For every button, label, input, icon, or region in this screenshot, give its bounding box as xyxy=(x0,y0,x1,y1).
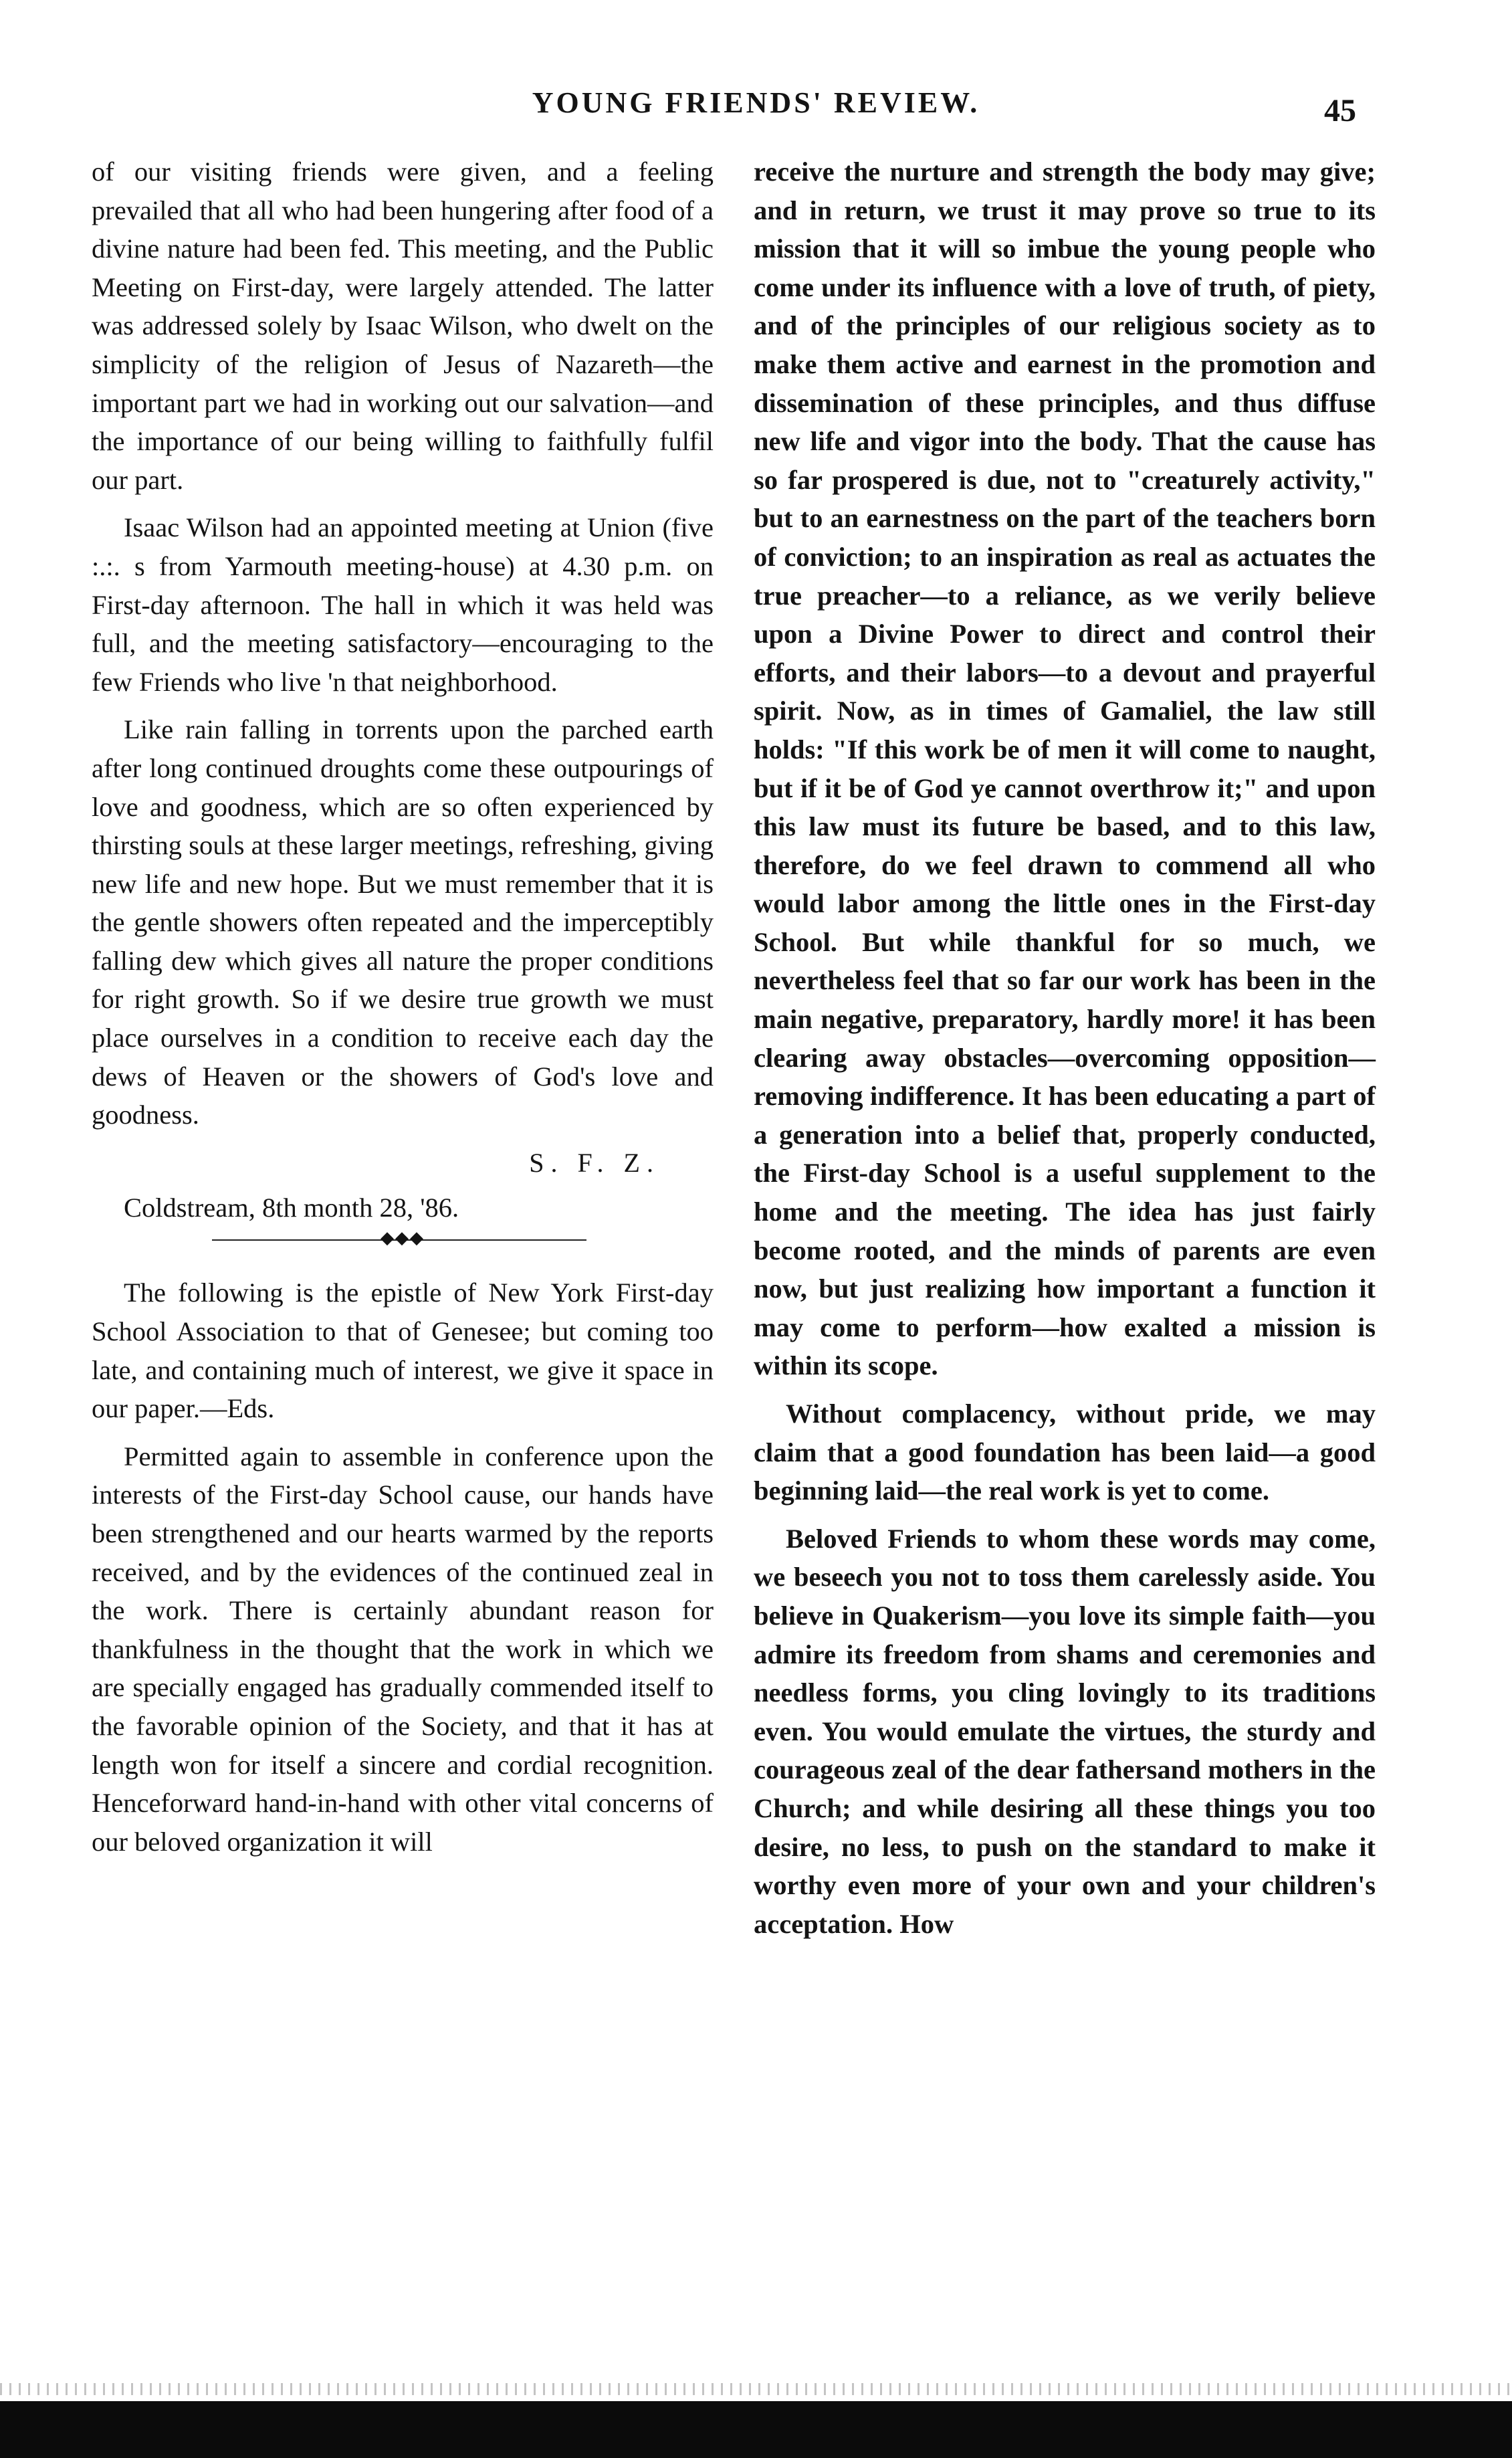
paragraph: of our visiting friends were given, and a feeling prevailed that all who had been hungering after food of a divine nature had been fed. This meeting, and the Public Meeting on First-day, were largely attended. The latter was addressed solely by Isaac Wilson, who dwelt on the simplicity of the religion of Jesus of Nazareth—the important part we had in working out our salvation—and the importance of our being willing to faithfully fulfil our part. xyxy=(92,157,714,495)
paragraph: Beloved Friends to whom these words may come, we beseech you not to toss them carelessly aside. You believe in Quakerism—you love its simple faith—you admire its freedom from shams and ceremonies and needless forms, you cling lovingly to its traditions even. You would emulate the virtues, the sturdy and courageous zeal of the dear fathersand mothers in the Church; and while desiring all these things you too desire, no less, to push on the standard to make it worthy even more of your own and your children's acceptation. How xyxy=(754,1523,1376,1939)
right-column xyxy=(754,152,1376,1952)
running-title: YOUNG FRIENDS' REVIEW. xyxy=(532,86,980,119)
page-number: 45 xyxy=(1324,93,1356,128)
paragraph: Without complacency, without pride, we may claim that a good foundation has been laid—a good beginning laid—the real work is yet to come. xyxy=(754,1399,1376,1506)
scan-noise xyxy=(0,2383,1512,2395)
divider-ornament: ◆◆◆ xyxy=(381,1228,425,1248)
section-divider xyxy=(92,1228,714,1248)
paragraph: Like rain falling in torrents upon the parched earth after long continued droughts come these outpourings of love and goodness, which are so often experienced by thirsting souls at these larger meetings, refreshing, giving new life and new hope. But we must remember that it is the gentle showers often repeated and the imperceptibly falling dew which gives all nature the proper conditions for right growth. So if we desire true growth we must place ourselves in a condition to receive each day the dews of Heaven or the showers of God's love and goodness. xyxy=(92,714,714,1130)
paragraph: Isaac Wilson had an appointed meeting at Union (five :.:. s from Yarmouth meeting-house) at 4.30 p.m. on First-day afternoon. The hall in which it was held was full, and the meeting satisfactory—encouraging to the few Friends who live 'n that neighborhood. xyxy=(92,512,714,697)
paragraph: Permitted again to assemble in conference upon the interests of the First-day School cause, our hands have been strengthened and our hearts warmed by the reports received, and by the evidences of the continued zeal in the work. There is certainly abundant reason for thankfulness in the thought that the work in which we are specially engaged has gradually commended itself to the favorable opinion of the Society, and that it has at length won for itself a sincere and cordial recognition. Henceforward hand-in-hand with other vital concerns of our beloved organization it will xyxy=(92,1441,714,1857)
dateline: Coldstream, 8th month 28, '86. xyxy=(124,1192,459,1223)
left-column xyxy=(92,152,714,1870)
signature: S. F. Z. xyxy=(529,1147,660,1178)
scan-edge-bar xyxy=(0,2401,1512,2458)
editor-note: The following is the epistle of New York First-day School Association to that of Genesee; but coming too late, and containing much of interest, we give it space in our paper.—Eds. xyxy=(92,1277,714,1424)
paragraph: receive the nurture and strength the body may give; and in return, we trust it may prove so true to its mission that it will so imbue the young people who come under its influence with a love of truth, of piety, and of the principles of our religious society as to make them active and earnest in the promotion and dissemination of these principles, and thus diffuse new life and vigor into the body. That the cause has so far prospered is due, not to "creaturely activity," but to an earnestness on the part of the teachers born of conviction; to an inspiration as real as actuates the true preacher—to a reliance, as we verily believe upon a Divine Power to direct and control their efforts, and their labors—to a devout and prayerful spirit. Now, as in times of Gamaliel, the law still holds: "If this work be of men it will come to naught, but if it be of God ye cannot overthrow it;" and upon this law must its future be based, and to this law, therefore, do we feel drawn to commend all who would labor among the little ones in the First-day School. But while thankful for so much, we nevertheless feel that so far our work has been in the main negative, preparatory, hardly more! it has been clearing away obstacles—overcoming opposition—removing indifference. It has been educating a part of a generation into a belief that, properly conducted, the First-day School is a useful supplement to the home and the meeting. The idea has just fairly become rooted, and the minds of parents are even now, but just realizing how important a function it may come to perform—how exalted a mission is within its scope. xyxy=(754,157,1376,1381)
